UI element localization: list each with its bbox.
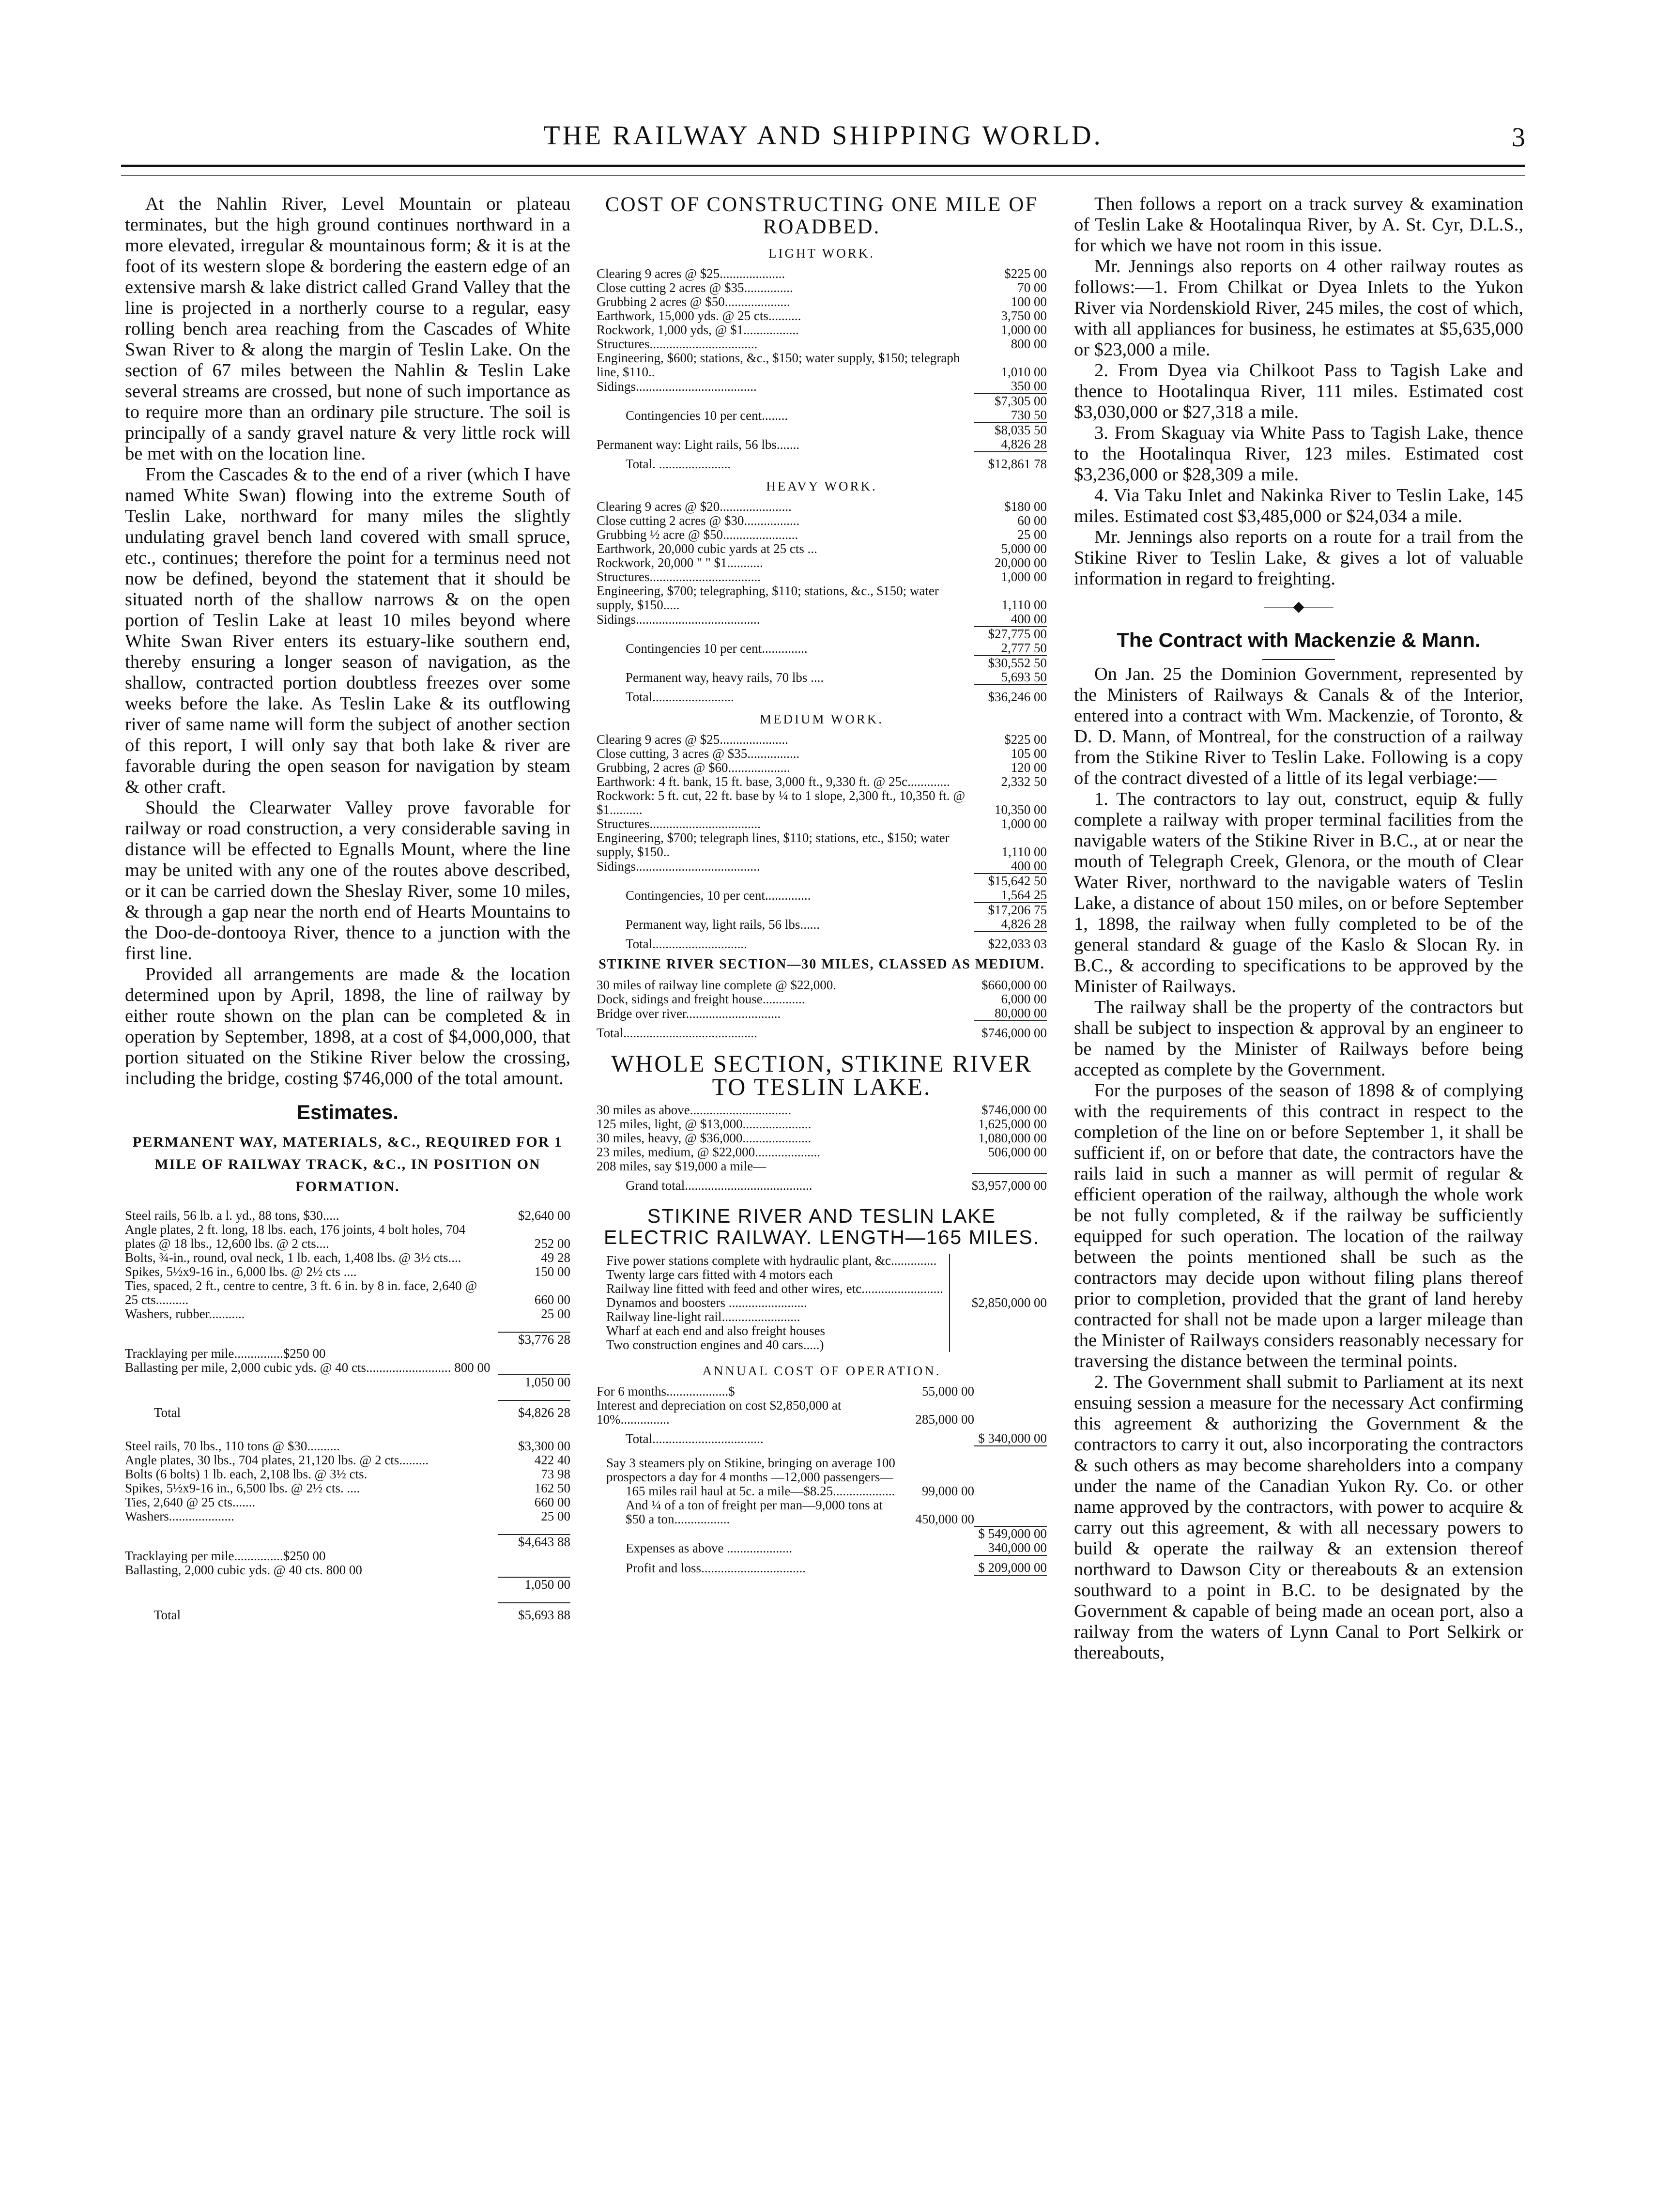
contingencies-value: 730 50	[1011, 408, 1047, 422]
permanent-way-label: Permanent way, heavy rails, 70 lbs ....	[626, 670, 824, 685]
track-rows	[125, 1549, 570, 1577]
article-paragraph: 3. From Skaguay via White Pass to Tagish Lake, thence to the Hootalinqua River, 123 miles. Estimated cost $3,236,000 or $28,309 a mile.	[1074, 423, 1523, 485]
table-row	[125, 1265, 570, 1279]
empty-cell	[498, 1347, 570, 1361]
table-row	[597, 1103, 1047, 1117]
track-sum-value: 1,050 00	[498, 1375, 570, 1389]
row-label: Rockwork, 1,000 yds, @ $1.................	[597, 323, 799, 337]
row-label: Spikes, 5½x9-16 in., 6,500 lbs. @ 2½ cts. ....	[125, 1481, 360, 1495]
table-row	[597, 1006, 1047, 1021]
row-amount: $2,640 00	[518, 1208, 570, 1223]
row-label: Earthwork: 4 ft. bank, 15 ft. base, 3,000 ft., 9,330 ft. @ 25c.............	[597, 774, 950, 789]
article-paragraph: The railway shall be the property of the contractors but shall be subject to inspection & approval by an engineer to be named by the Minister of Railways before being accepted as complete by the Government.	[1074, 997, 1523, 1080]
row-label: 23 miles, medium, @ $22,000....................	[597, 1145, 821, 1159]
steamers-text: Say 3 steamers ply on Stikine, bringing on average 100 prospectors a day for 4 months —12,000 passengers—	[606, 1456, 895, 1484]
table-row	[125, 1209, 570, 1223]
estimates-heading: Estimates.	[296, 1101, 399, 1123]
row-amount: 25 00	[541, 1306, 570, 1321]
row-label: Engineering, $600; stations, &c., $150; water supply, $150; telegraph line, $110..	[597, 351, 960, 379]
table-row	[597, 775, 1047, 789]
article-paragraph: Should the Clearwater Valley prove favorable for railway or road construction, a very considerable saving in distance will be effected to Egnalls Mount, where the line may be united with any one of the routes above described, or it can be carried down the Sheslay River, some 10 miles, & through a gap near the north end of Hearts Mountains to the Doo-de-dontooya River, thence to a junction with the first line.	[125, 798, 570, 964]
article-paragraph: 2. The Government shall submit to Parliament at its next ensuing session a measure for the necessary Act confirming this agreement & authorizing the Government & the contractors to carry it out, also incorporating the contractors & such others as may become shareholders into a company under the name of the Canadian Yukon Ry. Co. or other name approved by the contractors, with power to acquire & carry out this agreement, & with all necessary powers to build & operate the railway & an extension thereof northward to Dawson City or thereabouts & an extension southward to a point in B.C. to be designated by the Government & capable of being made an ocean port, also a railway from the waters of Lynn Canal to Port Selkirk or thereabouts,	[1074, 1372, 1523, 1663]
contract-heading: The Contract with Mackenzie & Mann.	[1117, 629, 1481, 651]
whole-section-table	[597, 1103, 1047, 1193]
row-label: Bolts (6 bolts) 1 lb. each, 2,108 lbs. @ 3½ cts.	[125, 1467, 368, 1481]
row-amount: 400 00	[1011, 859, 1047, 873]
permanent-way-value: 5,693 50	[1001, 670, 1047, 684]
row-label: Bridge over river.............................	[597, 1006, 781, 1021]
electric-item: Two construction engines and 40 cars.....)	[606, 1337, 824, 1352]
row-amount: $225 00	[1004, 266, 1047, 281]
electric-item: Railway line-light rail........................	[606, 1309, 800, 1324]
row-amount: 70 00	[1017, 280, 1047, 295]
annual-total-label: Total..................................	[626, 1431, 764, 1446]
row-label: Tracklaying per mile...............$250 00	[125, 1549, 326, 1563]
grand-total-value: $3,957,000 00	[972, 1173, 1047, 1193]
heavy-work-heading: HEAVY WORK.	[766, 479, 877, 493]
row-label: Structures..................................	[597, 816, 761, 831]
rail-haul-text: 165 miles rail haul at 5c. a mile—$8.25...................	[626, 1484, 895, 1498]
estimate-rows	[125, 1209, 570, 1321]
total-value: $22,033 03	[974, 932, 1047, 951]
table-row	[597, 514, 1047, 528]
row-amount: 6,000 00	[1001, 992, 1047, 1006]
row-label: Washers, rubber...........	[125, 1306, 245, 1321]
row-label: Bolts, ¾-in., round, oval neck, 1 lb. each, 1,408 lbs. @ 3½ cts....	[125, 1250, 461, 1265]
page-header	[121, 120, 1525, 159]
table-row	[597, 379, 1047, 394]
table-row	[597, 295, 1047, 309]
empty-cell	[974, 1384, 1047, 1398]
table-row	[597, 1131, 1047, 1145]
track-sum-value: 1,050 00	[498, 1577, 570, 1592]
total-value: $5,693 88	[498, 1603, 570, 1622]
article-paragraph: 1. The contractors to lay out, construct, equip & fully complete a railway with proper terminal facilities from the navigable waters of the Stikine River in B.C., at or near the mouth of Telegraph Creek, Glenora, or the mouth of Clear Water River, northward to the navigable waters of Teslin Lake, a distance of about 150 miles, on or before September 1, 1898, the railway when fully completed to be of the general standard & guage of the Kaslo & Slocan Ry. in B.C., & according to specifications to be approved by the Minister of Railways.	[1074, 789, 1523, 997]
row-label: Ballasting per mile, 2,000 cubic yds. @ 40 cts.......................... 800 00	[125, 1360, 491, 1375]
row-label: Close cutting 2 acres @ $30.................	[597, 513, 800, 528]
row-label: Engineering, $700; telegraphing, $110; stations, &c., $150; water supply, $150.....	[597, 584, 939, 612]
permanent-way-label: Permanent way, light rails, 56 lbs......	[626, 917, 820, 932]
electric-amount: $2,850,000 00	[971, 1295, 1047, 1310]
table-row	[597, 1384, 1047, 1398]
header-rule	[121, 165, 1525, 167]
table-row	[125, 1361, 570, 1375]
row-amount: 800 00	[1011, 337, 1047, 351]
article-paragraph: At the Nahlin River, Level Mountain or plateau terminates, but the high ground continues northward in a more elevated, irregular & mountainous form; & it is at the foot of its western slope & bordering the eastern edge of an extensive marsh & lake district called Grand Valley that the line is projected in a northerly course to a regular, easy rolling bench area reaching from the Cascades of White Swan River to & along the margin of Teslin Lake. On the section of 67 miles between the Nahlin & Teslin Lake several streams are crossed, but none of such importance as to require more than an ordinary pile structure. The soil is principally of a sandy gravel nature & very little rock will be met with on the location line.	[125, 194, 570, 464]
row-label: Structures..................................	[597, 569, 761, 584]
empty-cell	[498, 1361, 570, 1375]
row-amount: 506,000 00	[988, 1145, 1047, 1159]
medium-work-table	[597, 733, 1047, 951]
row-amount: 1,110 00	[1001, 598, 1047, 612]
rail-haul-value: 99,000 00	[922, 1484, 974, 1498]
table-row	[597, 267, 1047, 281]
row-amount: 1,000 00	[1001, 323, 1047, 337]
table-row	[597, 323, 1047, 337]
freight-text: And ¼ of a ton of freight per man—9,000 tons at $50 a ton.................	[626, 1498, 883, 1526]
publication-title: THE RAILWAY AND SHIPPING WORLD.	[543, 121, 1103, 151]
table-row	[597, 978, 1047, 992]
table-row	[597, 761, 1047, 775]
table-row	[597, 789, 1047, 817]
table-row	[597, 570, 1047, 584]
row-amount: $225 00	[1004, 732, 1047, 747]
empty-cell	[498, 1549, 570, 1563]
subtotal-value: $4,643 88	[498, 1535, 570, 1549]
electric-railway-heading: STIKINE RIVER AND TESLIN LAKE ELECTRIC RAILWAY. LENGTH—165 MILES.	[603, 1205, 1040, 1248]
row-label: 30 miles as above...............................	[597, 1103, 791, 1117]
sum-value: $15,642 50	[974, 874, 1047, 888]
row-amount: 400 00	[1011, 612, 1047, 626]
row-label: Spikes, 5½x9-16 in., 6,000 lbs. @ 2½ cts ....	[125, 1264, 357, 1279]
row-amount: $660,000 00	[981, 978, 1047, 992]
row-label: Earthwork, 20,000 cubic yards at 25 cts ...	[597, 541, 817, 556]
total-label: Total.........................................	[597, 1026, 757, 1040]
row-amount: 150 00	[534, 1264, 570, 1279]
permanent-way-value: 4,826 28	[1001, 437, 1047, 451]
electric-items-list	[606, 1254, 944, 1352]
annual-cost-heading: ANNUAL COST OF OPERATION.	[702, 1364, 941, 1378]
table-row	[597, 584, 1047, 612]
table-row	[125, 1347, 570, 1361]
light-work-heading: LIGHT WORK.	[768, 246, 875, 261]
whole-section-heading: WHOLE SECTION, STIKINE RIVER TO TESLIN LAKE.	[611, 1050, 1032, 1100]
row-amount: 1,010 00	[1001, 365, 1047, 379]
sum-value: $27,775 00	[974, 627, 1047, 641]
row-amount: $3,300 00	[518, 1439, 570, 1453]
profit-label: Profit and loss................................	[626, 1561, 806, 1575]
revenue-table	[597, 1456, 1047, 1576]
total-value: $746,000 00	[974, 1021, 1047, 1040]
row-amount: 25 00	[541, 1509, 570, 1523]
stikine-section-table	[597, 978, 1047, 1040]
row-label: 208 miles, say $19,000 a mile—	[597, 1159, 767, 1173]
total-label: Total. ......................	[626, 457, 731, 471]
total-label: Total.............................	[626, 937, 747, 951]
row-amount: 2,332 50	[1001, 774, 1047, 789]
row-label: Clearing 9 acres @ $25.....................	[597, 732, 789, 747]
table-row	[597, 733, 1047, 747]
cost-rows	[597, 978, 1047, 1021]
row-label: Angle plates, 2 ft. long, 18 lbs. each, 176 joints, 4 bolt holes, 704 plates @ 18 lbs., 12,600 lbs. @ 2 cts....	[125, 1222, 466, 1251]
row-amount: 55,000 00	[922, 1384, 974, 1398]
row-amount: 20,000 00	[995, 555, 1047, 570]
empty-cell	[498, 1563, 570, 1577]
table-row	[125, 1307, 570, 1321]
article-paragraph: 2. From Dyea via Chilkoot Pass to Tagish Lake and thence to Hootalinqua River, 111 miles. Estimated cost $3,030,000 or $27,318 a mile.	[1074, 360, 1523, 422]
row-label: Grubbing ½ acre @ $50.......................	[597, 527, 798, 542]
electric-item: Twenty large cars fitted with 4 motors each	[606, 1267, 833, 1282]
grand-total-label: Grand total.......................................	[626, 1178, 813, 1193]
page-number: 3	[1512, 123, 1525, 153]
row-amount: 1,110 00	[1001, 845, 1047, 859]
row-label: Steel rails, 56 lb. a l. yd., 88 tons, $30.....	[125, 1208, 339, 1223]
row-amount: 100 00	[1011, 294, 1047, 309]
row-label: Close cutting, 3 acres @ $35................	[597, 746, 800, 761]
row-label: Rockwork, 20,000 " " $1...........	[597, 555, 763, 570]
article-paragraph: Then follows a report on a track survey & examination of Teslin Lake & Hootalinqua River, by A. St. Cyr, D.L.S., for which we have not room in this issue.	[1074, 194, 1523, 256]
row-label: 30 miles, heavy, @ $36,000.....................	[597, 1131, 812, 1145]
table-row	[125, 1495, 570, 1509]
column-3	[1074, 194, 1523, 1663]
expenses-label: Expenses as above ....................	[626, 1541, 793, 1555]
row-label: Earthwork, 15,000 yds. @ 25 cts..........	[597, 308, 801, 323]
light-work-table	[597, 267, 1047, 471]
heavy-work-table	[597, 500, 1047, 704]
revenue-sum-value: $ 549,000 00	[974, 1526, 1047, 1541]
row-amount: 660 00	[534, 1495, 570, 1509]
row-amount: 422 40	[534, 1453, 570, 1467]
row-amount: 25 00	[1017, 527, 1047, 542]
table-row	[597, 817, 1047, 831]
row-amount: 1,000 00	[1001, 816, 1047, 831]
annual-cost-table	[597, 1384, 1047, 1446]
table-row	[597, 747, 1047, 761]
table-row	[597, 337, 1047, 351]
row-amount: $180 00	[1004, 499, 1047, 514]
row-amount: 1,080,000 00	[978, 1131, 1047, 1145]
row-amount: 350 00	[1011, 379, 1047, 393]
table-row	[597, 528, 1047, 542]
estimate-table-70lb	[125, 1439, 570, 1622]
section-divider-ornament: ——◆——	[1264, 599, 1334, 614]
row-amount: 162 50	[534, 1481, 570, 1495]
row-amount: 10,350 00	[995, 802, 1047, 817]
row-amount: 105 00	[1011, 746, 1047, 761]
row-label: Grubbing, 2 acres @ $60...................	[597, 760, 790, 775]
table-row	[125, 1251, 570, 1265]
row-amount	[972, 1159, 1047, 1173]
table-row	[597, 1398, 1047, 1427]
header-rule-thin	[121, 175, 1525, 176]
contingencies-label: Contingencies 10 per cent..............	[626, 641, 808, 656]
row-label: Structures.................................	[597, 337, 758, 351]
row-label: Angle plates, 30 lbs., 704 plates, 21,120 lbs. @ 2 cts.........	[125, 1453, 429, 1467]
row-label: Clearing 9 acres @ $20......................	[597, 499, 792, 514]
electric-railway-table	[597, 1254, 1047, 1352]
row-amount: 120 00	[1011, 760, 1047, 775]
row-label: Ties, spaced, 2 ft., centre to centre, 3 ft. 6 in. by 8 in. face, 2,640 @ 25 cts..........	[125, 1278, 477, 1307]
sum-value: $30,552 50	[974, 656, 1047, 670]
total-label: Total	[154, 1405, 181, 1420]
table-row	[597, 992, 1047, 1006]
total-label: Total.........................	[626, 690, 734, 704]
total-value: $4,826 28	[498, 1400, 570, 1420]
sum-value: $7,305 00	[974, 394, 1047, 408]
row-label: Ballasting, 2,000 cubic yds. @ 40 cts. 800 00	[125, 1563, 362, 1577]
table-row	[125, 1481, 570, 1495]
row-amount: 285,000 00	[915, 1412, 974, 1427]
row-amount: 1,000 00	[1001, 569, 1047, 584]
cost-rows	[597, 733, 1047, 874]
column-2	[597, 194, 1047, 1576]
row-label: 30 miles of railway line complete @ $22,000.	[597, 978, 837, 992]
row-label: Washers....................	[125, 1509, 234, 1523]
row-label: Engineering, $700; telegraph lines, $110; stations, etc., $150; water supply, $150..	[597, 830, 950, 859]
permanent-way-label: Permanent way: Light rails, 56 lbs.......	[597, 437, 800, 452]
article-paragraph: Mr. Jennings also reports on 4 other railway routes as follows:—1. From Chilkat or Dyea Inlets to the Yukon River via Nordenskiold River, 245 miles, the cost of which, with all appliances for business, he estimates at $5,635,000 or $23,000 a mile.	[1074, 256, 1523, 360]
row-label: Sidings......................................	[597, 612, 760, 627]
sum-value: $8,035 50	[974, 423, 1047, 437]
annual-total-value: $ 340,000 00	[974, 1427, 1047, 1446]
row-amount: 1,625,000 00	[978, 1117, 1047, 1131]
row-label: Steel rails, 70 lbs., 110 tons @ $30..........	[125, 1439, 340, 1453]
medium-work-heading: MEDIUM WORK.	[760, 712, 884, 726]
table-row	[597, 612, 1047, 627]
row-amount: 80,000 00	[995, 1006, 1047, 1020]
table-row	[597, 351, 1047, 379]
article-paragraph: From the Cascades & to the end of a river (which I have named White Swan) flowing into the extreme South of Teslin Lake, northward for many miles the slightly undulating gravel bench land covered with small spruce, etc., continues; therefore the point for a terminus need not now be defined, beyond the statement that it should be situated north of the shallow narrows & on the open portion of Teslin Lake at least 10 miles beyond where White Swan River enters its estuary-like southern end, thereby ensuring a longer season of navigation, as the shallow, contracted portion doubtless freezes over some weeks before the lake. As Teslin Lake & its outflowing river of same name will form the subject of another section of this report, I will only say that both lake & river are favorable during the open season for navigation by steam & other craft.	[125, 464, 570, 797]
table-row	[597, 1145, 1047, 1159]
row-label: For 6 months...................$	[597, 1384, 735, 1398]
electric-item: Dynamos and boosters ........................	[606, 1295, 807, 1310]
article-paragraph: On Jan. 25 the Dominion Government, represented by the Ministers of Railways & Canals & of the Interior, entered into a contract with Wm. Mackenzie, of Toronto, & D. D. Mann, of Montreal, for the construction of a railway from the Stikine River to Teslin Lake. Following is a copy of the contract divested of a little of its legal verbiage:—	[1074, 664, 1523, 788]
contingencies-label: Contingencies, 10 per cent..............	[626, 888, 811, 903]
estimate-rows	[125, 1439, 570, 1523]
table-row	[125, 1453, 570, 1467]
permanent-way-value: 4,826 28	[1001, 917, 1047, 931]
row-label: Sidings.....................................	[597, 379, 757, 394]
table-row	[597, 831, 1047, 859]
row-label: Interest and depreciation on cost $2,850,000 at 10%...............	[597, 1398, 842, 1427]
table-row	[125, 1279, 570, 1307]
table-row	[125, 1509, 570, 1523]
electric-item: Wharf at each end and also freight houses	[606, 1323, 826, 1338]
table-row	[125, 1549, 570, 1563]
table-row	[597, 556, 1047, 570]
roadbed-heading: COST OF CONSTRUCTING ONE MILE OF ROADBED.	[605, 193, 1039, 238]
electric-item: Five power stations complete with hydraulic plant, &c..............	[606, 1253, 937, 1268]
row-label: Ties, 2,640 @ 25 cts.......	[125, 1495, 256, 1509]
row-amount: 660 00	[534, 1292, 570, 1307]
article-paragraph: Provided all arrangements are made & the location determined upon by April, 1898, the line of railway by either route shown on the plan can be completed & in operation by September, 1898, at a cost of $4,000,000, that portion situated on the Stikine River below the crossing, including the bridge, costing $746,000 of the total amount.	[125, 964, 570, 1089]
row-amount: 73 98	[541, 1467, 570, 1481]
table-row	[597, 1117, 1047, 1131]
cost-rows	[597, 1103, 1047, 1173]
table-row	[597, 859, 1047, 874]
empty-cell	[974, 1398, 1047, 1427]
row-label: Rockwork: 5 ft. cut, 22 ft. base by ¼ to 1 slope, 2,300 ft., 10,350 ft. @ $1..........	[597, 788, 966, 817]
table-row	[125, 1223, 570, 1251]
article-paragraph: For the purposes of the season of 1898 & of complying with the requirements of this contract in respect to the completion of the line on or before September 1, it shall be sufficient if, on or before that date, the contractors have the rails laid in such a manner as will permit of regular & efficient operation of the railway, although the whole work be not fully completed, & if the railway be sufficiently equipped for such operation. The location of the railway between the points mentioned shall be such as the contractors may decide upon without filing plans thereof prior to completion, provided that the grant of land hereby contracted for shall not be made upon a larger mileage than the Minister of Railways considers reasonably necessary for traversing the distance between the terminal points.	[1074, 1080, 1523, 1371]
row-label: 125 miles, light, @ $13,000.....................	[597, 1117, 812, 1131]
heading-rule	[1262, 659, 1335, 660]
contingencies-label: Contingencies 10 per cent........	[626, 408, 788, 423]
row-amount: $746,000 00	[981, 1103, 1047, 1117]
table-row	[125, 1563, 570, 1577]
electric-item: Railway line fitted with feed and other wires, etc.........................	[606, 1281, 943, 1296]
cost-rows	[597, 500, 1047, 627]
row-amount: 5,000 00	[1001, 541, 1047, 556]
article-paragraph: 4. Via Taku Inlet and Nakinka River to Teslin Lake, 145 miles. Estimated cost $3,485,000 or $24,034 a mile.	[1074, 485, 1523, 526]
row-label: Dock, sidings and freight house.............	[597, 992, 805, 1006]
row-label: Sidings......................................	[597, 859, 760, 874]
total-value: $12,861 78	[974, 452, 1047, 471]
expenses-value: 340,000 00	[988, 1540, 1047, 1555]
row-label: Tracklaying per mile...............$250 00	[125, 1346, 326, 1361]
table-row	[597, 542, 1047, 556]
article-paragraph: Mr. Jennings also reports on a route for a trail from the Stikine River to Teslin Lake, & gives a lot of valuable information in regard to freighting.	[1074, 527, 1523, 589]
estimate-table-56lb	[125, 1209, 570, 1420]
table-row	[125, 1439, 570, 1453]
table-row	[597, 500, 1047, 514]
track-rows	[125, 1347, 570, 1375]
freight-value: 450,000 00	[915, 1512, 974, 1526]
column-1	[125, 194, 570, 1622]
contingencies-value: 1,564 25	[1001, 888, 1047, 902]
row-amount: 3,750 00	[1001, 308, 1047, 323]
row-label: Close cutting 2 acres @ $35...............	[597, 280, 793, 295]
row-label: Grubbing 2 acres @ $50....................	[597, 294, 790, 309]
annual-rows	[597, 1384, 1047, 1427]
row-amount: 49 28	[541, 1250, 570, 1265]
estimates-subheading: PERMANENT WAY, MATERIALS, &C., REQUIRED FOR 1 MILE OF RAILWAY TRACK, &C., IN POSITION ON FORMATION.	[133, 1134, 563, 1195]
subtotal-value: $3,776 28	[498, 1332, 570, 1347]
row-amount: 252 00	[534, 1236, 570, 1251]
total-label: Total	[154, 1608, 181, 1622]
sum-value: $17,206 75	[974, 903, 1047, 917]
total-value: $36,246 00	[974, 685, 1047, 704]
stikine-section-heading: STIKINE RIVER SECTION—30 MILES, CLASSED AS MEDIUM.	[598, 957, 1045, 972]
table-row	[597, 281, 1047, 295]
table-row	[597, 1159, 1047, 1173]
table-row	[597, 309, 1047, 323]
profit-value: $ 209,000 00	[974, 1555, 1047, 1575]
row-label: Clearing 9 acres @ $25....................	[597, 266, 785, 281]
row-amount: 60 00	[1017, 513, 1047, 528]
cost-rows	[597, 267, 1047, 394]
contingencies-value: 2,777 50	[1001, 641, 1047, 655]
table-row	[125, 1467, 570, 1481]
